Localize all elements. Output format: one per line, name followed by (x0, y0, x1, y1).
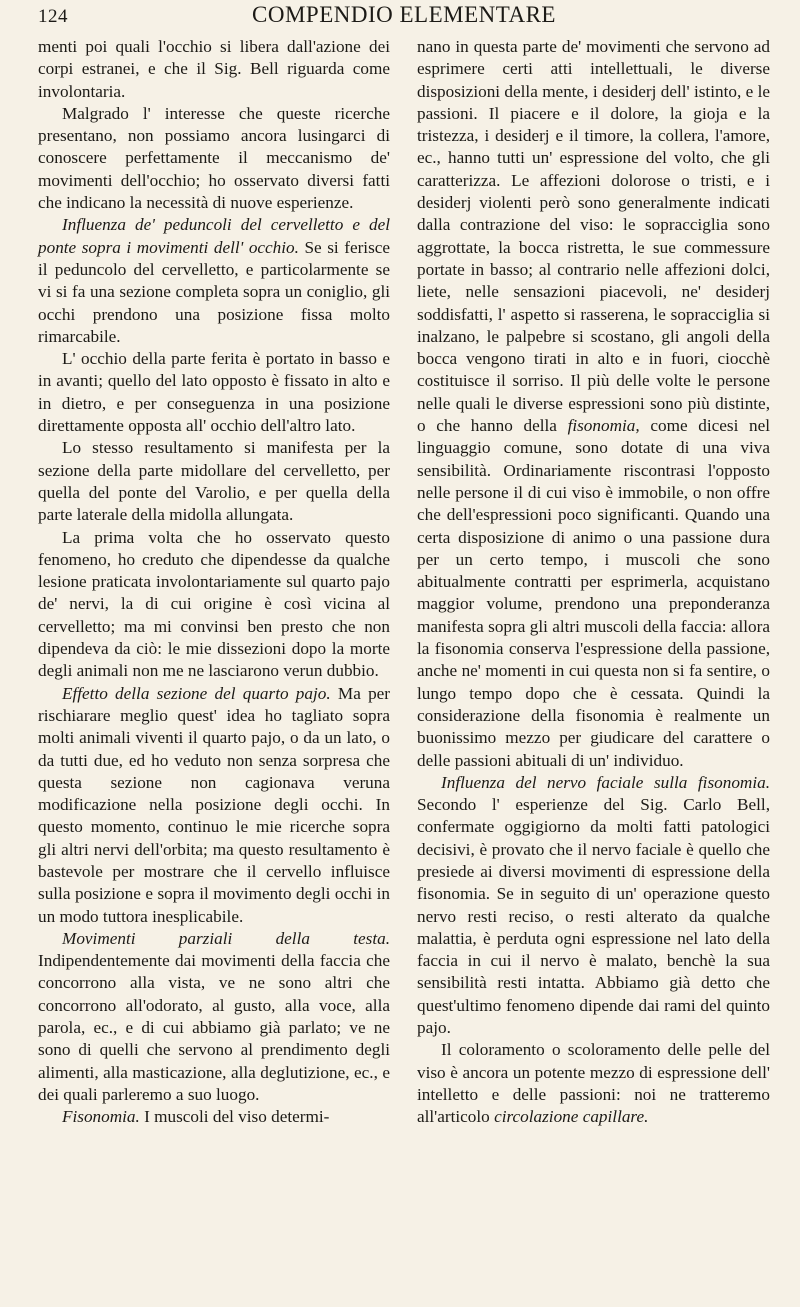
italic-term: circolazione capillare. (494, 1107, 649, 1127)
italic-term: fisonomia, (567, 416, 640, 436)
page-header (38, 2, 770, 36)
paragraph (417, 772, 770, 1040)
running-title: COMPENDIO ELEMENTARE (252, 2, 556, 27)
paragraph: Malgrado l' interesse che queste ricerche presentano, non possiamo ancora lusingarci di conoscere perfettamente il meccanismo de' movimenti dell'occhio; ho osservato diversi fatti che indicano la necessità di nuove esperienze. (38, 103, 390, 213)
right-column (417, 36, 770, 1129)
section-heading: Effetto della sezione del quarto pajo. (62, 683, 331, 703)
section-heading: Fisonomia. (62, 1107, 140, 1127)
paragraph-body: I muscoli del viso determi- (144, 1107, 330, 1127)
paragraph: L' occhio della parte ferita è portato in basso e in avanti; quello del lato opposto è fissato in alto e in dietro, e per conseguenza in una posizione direttamente opposta all' occhio dell'altro lato. (38, 349, 390, 436)
paragraph (417, 36, 770, 772)
paragraph (417, 1039, 770, 1128)
paragraph: La prima volta che ho osservato questo fenomeno, ho creduto che dipendesse da qualche lesione praticata involontariamente sul quarto pajo de' nervi, la di cui origine è così vicina al cervelletto; ma mi convinsi ben presto che non dipendeva da ciò: le mie dissezioni dopo la morte degli animali non me ne lasciarono verun dubbio. (38, 527, 390, 681)
section-heading: Influenza de' peduncoli del cervelletto e del ponte sopra i movimenti dell' occhio. (38, 215, 390, 257)
paragraph-body: Indipendentemente dai movimenti della faccia che concorrono alla vista, ve ne sono altri che concorrono all'odorato, al gusto, alla voce, alla parola, ec., e di cui abbiamo già parlato; ve ne sono di quelli che servono al prendimento degli alimenti, alla masticazione, alla deglutizione, ec., e dei quali parleremo a suo luogo. (38, 951, 390, 1104)
paragraph (38, 1106, 390, 1128)
paragraph (38, 928, 390, 1106)
paragraph-body: come dicesi nel linguaggio comune, sono dotate di una viva sensibilità. Ordinariamente riscontrasi l'opposto nelle persone il di cui viso è immobile, o non offre che dell'espressioni poco significanti. Quando una certa disposizione di animo o una passione dura per un certo tempo, i muscoli che sono abitualmente contratti per esprimerla, acquistano maggior volume, prendono una preponderanza manifesta sopra gli altri muscoli della faccia: allora la fisonomia conserva l'espressione della passione, anche ne' momenti in cui questa non si fa sentire, o lungo tempo dopo che è cessata. Quindi la considerazione della fisonomia è realmente un buonissimo mezzo per giudicare del carattere o delle passioni abituali di un' individuo. (417, 416, 771, 770)
paragraph-body: nano in questa parte de' movimenti che servono ad esprimere certi atti intellettuali, le diverse disposizioni della mente, i desiderj dell' istinto, e le passioni. Il piacere e il dolore, la gioja e la tristezza, i desiderj e il timore, la collera, l'amore, ec., hanno tutti un' espressione del volto, che gli caratterizza. Le affezioni dolorose o tristi, e i desiderj violenti però sono generalmente indicati dalla contrazione del viso: le sopracciglia sono aggrottate, la bocca ristretta, le sue commessure portate in basso; al contrario nelle affezioni dolci, liete, nelle sensazioni piacevoli, ne' desiderj soddisfatti, l' aspetto si rasserena, le sopracciglia si inalzano, le palpebre si scostano, gli angoli della bocca vengono tirati in alto e in fuori, ciocchè costituisce il sorriso. Il più delle volte le persone nelle quali le diverse espressioni sono più distinte, o che hanno della (417, 37, 770, 436)
paragraph-body: Il coloramento o scoloramento delle pelle del viso è ancora un potente mezzo di espressione dell' intelletto e delle passioni: noi ne tratteremo all'articolo (417, 1040, 770, 1127)
paragraph-body: Ma per rischiarare meglio quest' idea ho tagliato sopra molti animali viventi il quarto pajo, o da un lato, o da tutti due, ed ho veduto non senza sorpresa che questa sezione non cagionava veruna modificazione nella posizione degli occhi. In questo momento, continuo le mie ricerche sopra gli altri nervi dell'orbita; ma questo resultamento è bastevole per mostrare che il cervello influisce sulla posizione e sopra il movimento degli occhi in un modo tuttora inesplicabile. (38, 683, 391, 926)
section-heading: Influenza del nervo faciale sulla fisonomia. (441, 772, 770, 792)
section-heading: Movimenti parziali della testa. (62, 928, 390, 948)
paragraph: menti poi quali l'occhio si libera dall'azione dei corpi estranei, e che il Sig. Bell riguarda come involontaria. (38, 37, 390, 101)
paragraph: Lo stesso resultamento si manifesta per la sezione della parte midollare del cervelletto, per quella del ponte del Varolio, e per quella della parte laterale della midolla allungata. (38, 438, 390, 525)
paragraph (38, 214, 390, 348)
page-number: 124 (38, 6, 68, 27)
left-column (38, 36, 390, 1129)
paragraph (38, 683, 390, 928)
paragraph-body: Secondo l' esperienze del Sig. Carlo Bell, confermate oggigiorno da molti fatti patologici decisivi, è provato che il nervo faciale è quello che presiede ai diversi movimenti di espressione della fisonomia. Se in seguito di un' operazione questo nervo resti reciso, o resti alterato da qualche malattia, è perduta ogni espressione nel lato della faccia in cui il nervo è malato, benchè la sua sensibilità resti intatta. Abbiamo già detto che quest'ultimo fenomeno dipende dai rami del quinto pajo. (417, 795, 770, 1038)
paragraph-body: Se si ferisce il peduncolo del cervelletto, e particolarmente se vi si fa una sezione completa sopra un coniglio, gli occhi prendono una posizione fissa molto rimarcabile. (38, 237, 391, 346)
